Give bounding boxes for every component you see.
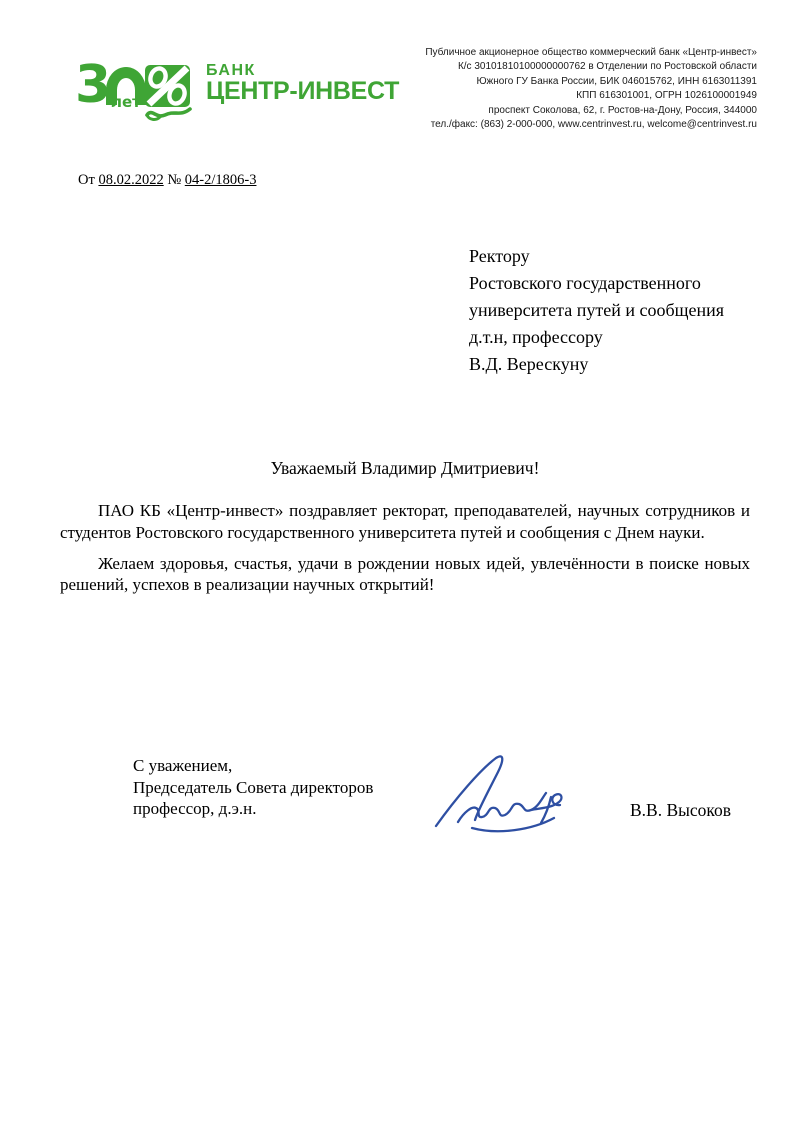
logo-years-label: лет	[111, 93, 141, 111]
recipient-block	[469, 243, 724, 378]
reference-number-sign: №	[167, 172, 182, 188]
body-paragraph: Желаем здоровья, счастья, удачи в рождении новых идей, увлечённости в поиске новых решений, успехов в реализации научных открытий!	[60, 553, 750, 595]
percent-icon	[144, 64, 206, 122]
body-paragraph: ПАО КБ «Центр-инвест» поздравляет ректорат, преподавателей, научных сотрудников и студентов Ростовского государственного университета путей и сообщения с Днем науки.	[60, 501, 750, 542]
handwritten-signature	[428, 750, 580, 834]
closing-line: Председатель Совета директоров	[133, 777, 374, 797]
recipient-line: Ростовского государственного	[469, 273, 701, 293]
logo-digit-three: 3	[75, 55, 110, 115]
reference-prefix: От	[78, 172, 95, 188]
bank-logo-text	[206, 62, 399, 104]
logo-bank-word: БАНК	[206, 62, 256, 79]
recipient-line: В.Д. Верескуну	[469, 354, 589, 374]
company-info-line: Публичное акционерное общество коммерческий банк «Центр-инвест»	[425, 47, 757, 58]
bank-logo-30-years	[75, 55, 147, 120]
logo-bank-name: ЦЕНТР-ИНВЕСТ	[206, 77, 400, 105]
recipient-line: университета путей и сообщения	[469, 300, 724, 320]
reference-line	[78, 172, 256, 189]
company-requisites	[425, 46, 757, 132]
recipient-line: Ректору	[469, 246, 530, 266]
closing-line: профессор, д.э.н.	[133, 799, 257, 818]
company-info-line: КПП 616301001, ОГРН 1026100001949	[576, 90, 757, 102]
salutation: Уважаемый Владимир Дмитриевич!	[270, 458, 540, 478]
company-info-line: Южного ГУ Банка России, БИК 046015762, ИНН 6163011391	[476, 75, 757, 87]
reference-number: 04-2/1806-3	[184, 172, 257, 188]
recipient-line: д.т.н, профессору	[469, 327, 603, 347]
signer-name: В.В. Высоков	[630, 800, 732, 820]
swoosh-underline	[147, 109, 190, 116]
closing-line: С уважением,	[133, 756, 233, 775]
closing-block	[133, 755, 373, 820]
company-info-line: К/с 30101810100000000762 в Отделении по Ростовской области	[457, 61, 757, 73]
letter-body	[60, 500, 750, 605]
reference-date: 08.02.2022	[98, 172, 164, 188]
company-info-line: проспект Соколова, 62, г. Ростов-на-Дону, Россия, 344000	[488, 104, 757, 116]
company-info-line: тел./факс: (863) 2-000-000, www.centrinvest.ru, welcome@centrinvest.ru	[430, 119, 757, 131]
